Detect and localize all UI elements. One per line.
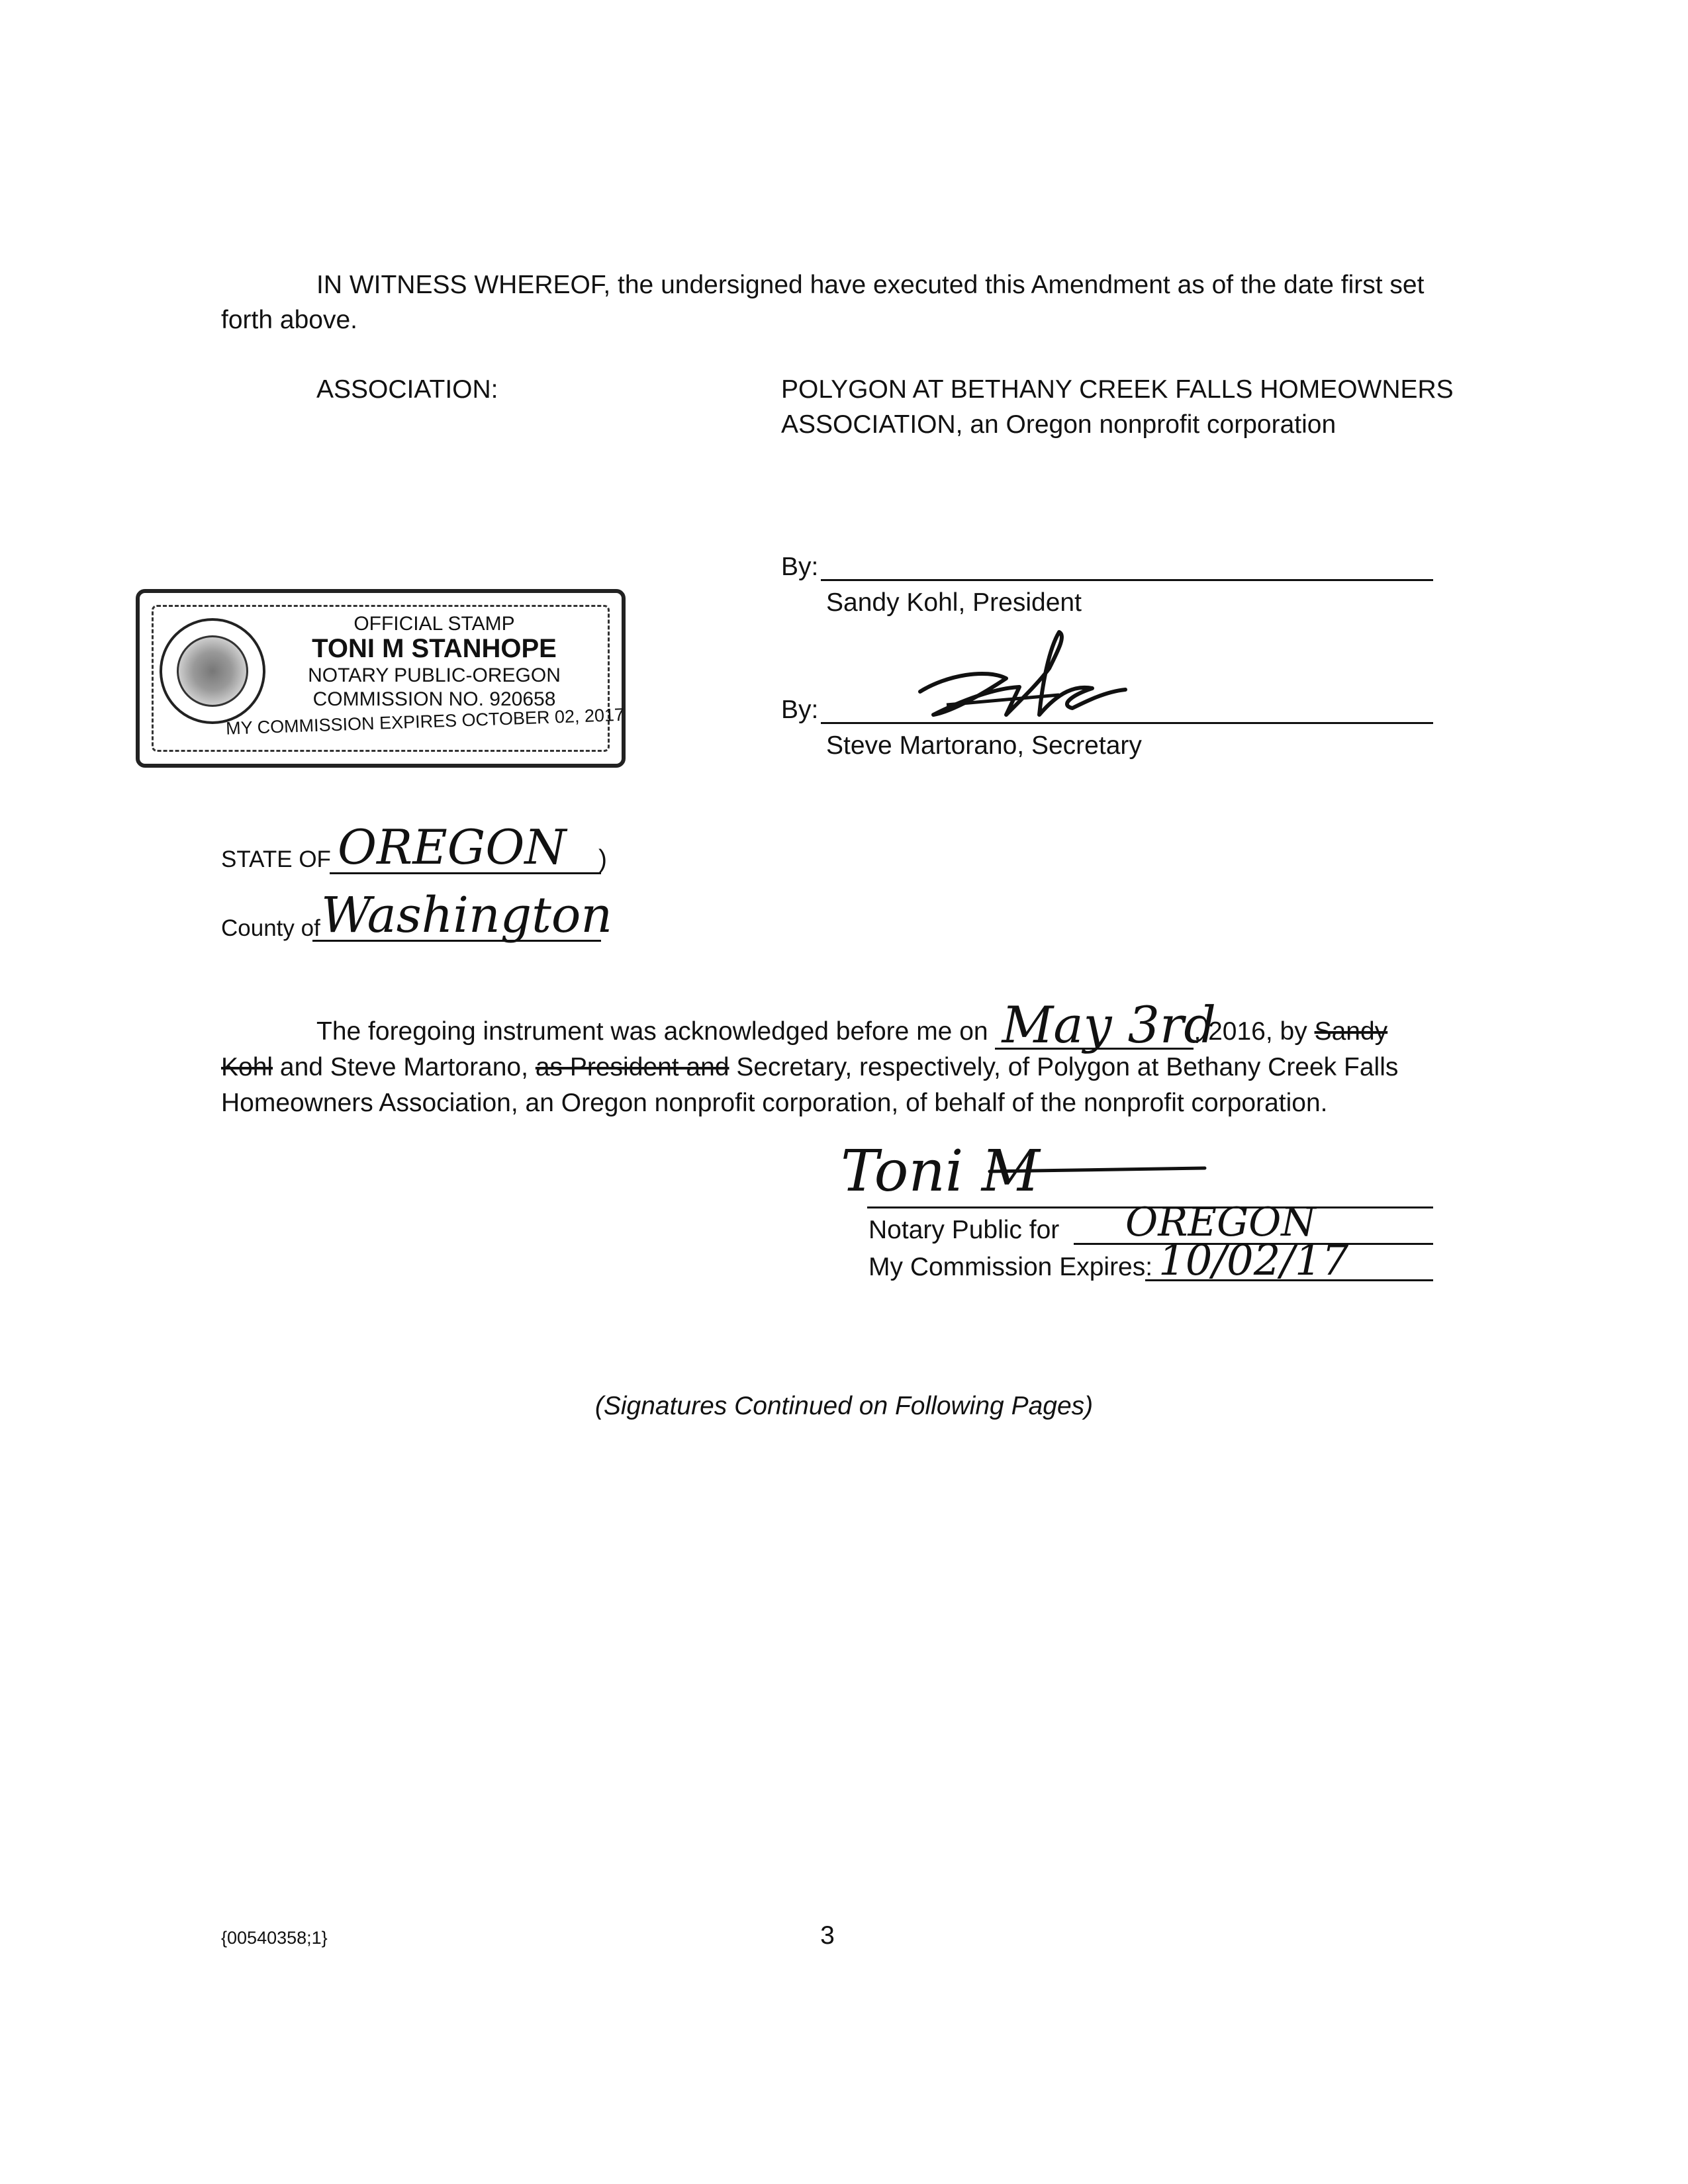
stamp-notary-name: TONI M STANHOPE — [312, 634, 557, 663]
ack-line-3: Homeowners Association, an Oregon nonprofit corporation, of behalf of the nonprofit corporation. — [221, 1089, 1328, 1117]
ack-struck-name-b: Kohl — [221, 1053, 273, 1081]
signatures-continued-note: (Signatures Continued on Following Pages) — [594, 1392, 1094, 1420]
commission-expires-handwritten: 10/02/17 — [1158, 1236, 1349, 1285]
by-label-1: By: — [781, 553, 819, 581]
signatory-name-secretary: Steve Martorano, Secretary — [826, 731, 1142, 760]
association-label: ASSOCIATION: — [316, 375, 498, 404]
by-label-2: By: — [781, 696, 819, 724]
state-seal-icon — [160, 618, 265, 724]
ack-part-3: and Steve Martorano, — [279, 1053, 528, 1081]
ack-part-2: , 2016, by — [1194, 1017, 1307, 1046]
commission-expires-label: My Commission Expires: — [868, 1253, 1153, 1281]
county-of-handwritten: Washington — [321, 887, 613, 944]
ack-date-line — [995, 995, 1216, 1054]
signature-line-1 — [821, 579, 1433, 581]
ack-part-1: The foregoing instrument was acknowledged before me on — [316, 1017, 988, 1046]
ack-line-1 — [316, 995, 1388, 1054]
ack-struck-title: as President and — [535, 1053, 729, 1081]
state-of-handwritten: OREGON — [338, 819, 567, 875]
stamp-title: OFFICIAL STAMP — [353, 613, 515, 635]
witness-line-1: IN WITNESS WHEREOF, the undersigned have executed this Amendment as of the date first set — [316, 271, 1425, 299]
page-number: 3 — [820, 1921, 835, 1950]
notary-public-for-label: Notary Public for — [868, 1216, 1060, 1244]
document-id: {00540358;1} — [221, 1928, 328, 1948]
secretary-signature — [907, 629, 1132, 735]
official-notary-stamp — [136, 589, 626, 768]
state-of-label: STATE OF — [221, 846, 331, 872]
stamp-notary-public: NOTARY PUBLIC-OREGON — [308, 664, 561, 686]
notary-signature-flourish — [986, 1152, 1211, 1191]
signatory-name-president: Sandy Kohl, President — [826, 588, 1082, 617]
ack-line-2 — [221, 1050, 1398, 1085]
association-name-line-1: POLYGON AT BETHANY CREEK FALLS HOMEOWNERS — [781, 375, 1454, 404]
ack-struck-name-a: Sandy — [1314, 1017, 1388, 1046]
stamp-commission-number: COMMISSION NO. 920658 — [312, 688, 556, 710]
notary-signature: Toni M — [841, 1138, 1040, 1205]
witness-line-2: forth above. — [221, 306, 357, 334]
county-of-label: County of — [221, 915, 320, 941]
notary-public-for-handwritten: OREGON — [1125, 1199, 1316, 1246]
association-name-line-2: ASSOCIATION, an Oregon nonprofit corporation — [781, 410, 1336, 439]
ack-part-4: Secretary, respectively, of Polygon at Bethany Creek Falls — [736, 1053, 1399, 1081]
stamp-expiration: MY COMMISSION EXPIRES OCTOBER 02, 2017 — [225, 704, 625, 739]
ack-date-handwritten: May 3rd — [1002, 995, 1216, 1054]
